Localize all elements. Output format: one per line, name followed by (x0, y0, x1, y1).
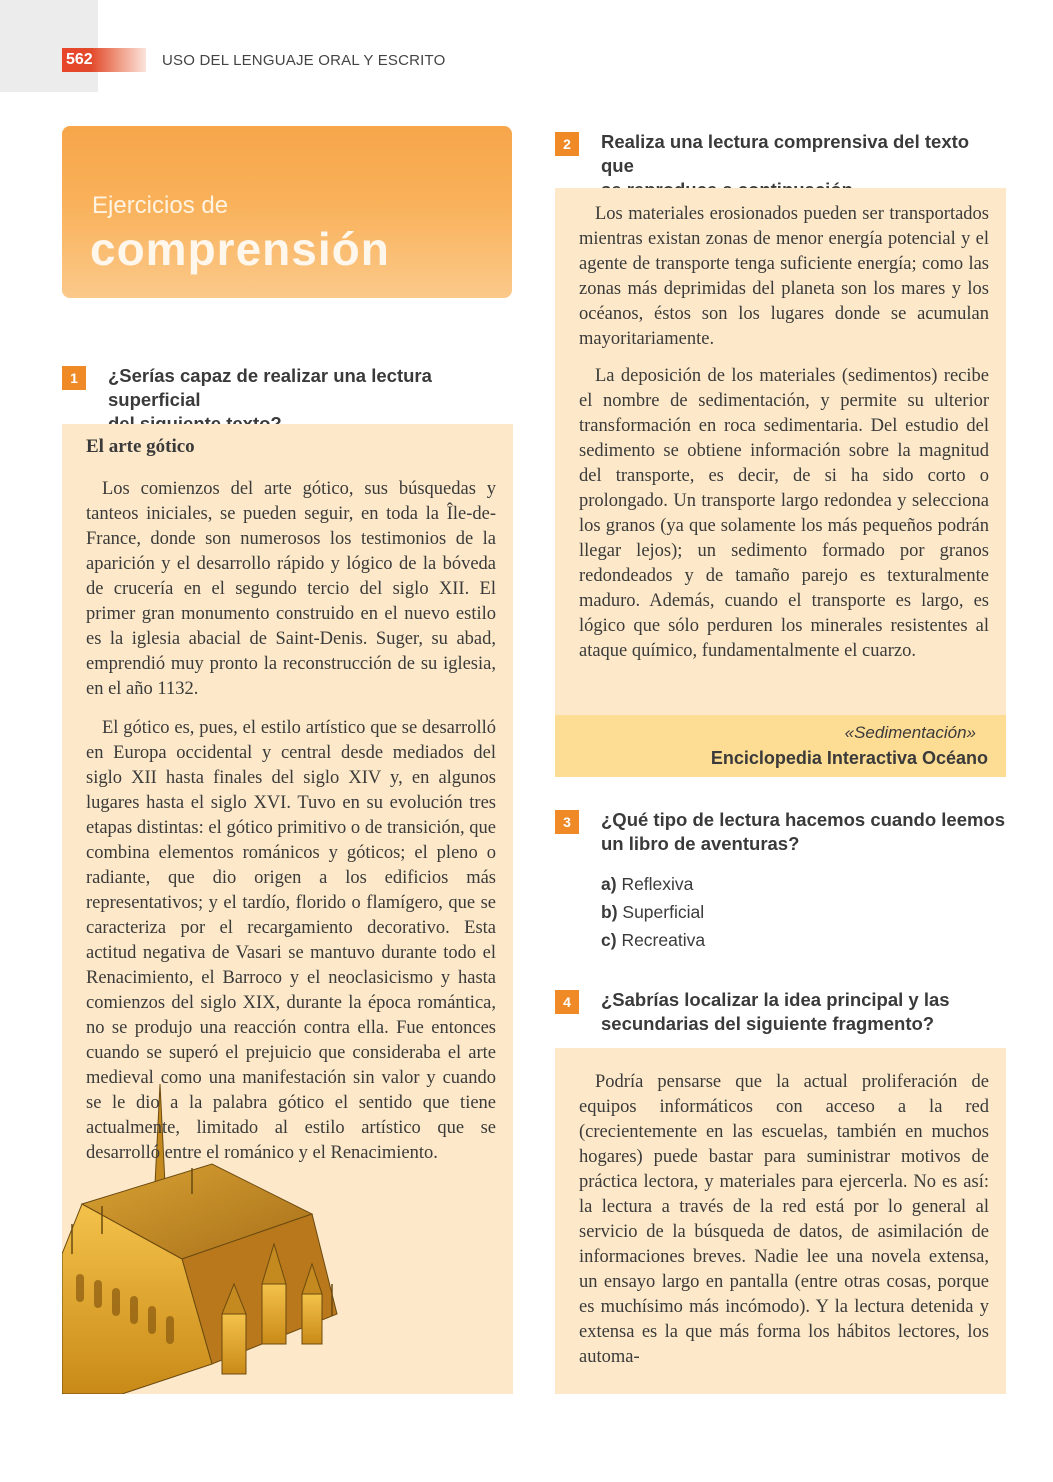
paragraph: La deposición de los materiales (sedimentos) recibe el nombre de sedimentación, y permite su ulterior transformación en roca sedimentaria. Del estudio del sedimento se obtiene información sobre la magnitud del transporte, es decir, de si ha sido corto o prolongado. Un transporte largo redondea y selecciona los granos (ya que solamente los más pequeños podrán llegar lejos); un sedimento formado por granos redondeados y de tamaño parejo es texturalmente maduro. Además, cuando el transporte es largo, es lógico que sólo perduren los minerales resistentes al ataque químico, fundamentalmente el cuarzo. (579, 366, 989, 661)
page-corner (0, 0, 98, 92)
text-title: El arte gótico (86, 436, 195, 457)
question-line: Realiza una lectura comprensiva del texto que (601, 131, 970, 176)
paragraph: Podría pensarse que la actual proliferación de equipos informáticos con acceso a la red (crecientemente en las escuelas, también en muchos hogares) puede bastar para suministrar motivos de práctica lectora, y materiales para ejercerla. No es así: la lectura a través de la red está por lo general al servicio de la búsqueda de datos, de asimilación de informaciones breves. Nadie lee una novela extensa, un ensayo largo en pantalla (entre otras cosas, porque es muchísimo más incómodo). Y la lectura detenida y extensa es la que más forma los hábitos lectores, los automa- (579, 1072, 989, 1367)
option-c: c) Recreativa (601, 930, 706, 950)
question-line: ¿Serías capaz de realizar una lectura superficial (108, 365, 432, 410)
gothic-text-column (86, 434, 496, 1394)
exercise-4-question (555, 988, 1006, 1040)
option-a: a) Reflexiva (601, 874, 694, 894)
paragraph: Los materiales erosionados pueden ser transportados mientras existan zonas de menor energía potencial y el agente de transporte tenga suficiente energía; como las zonas más deprimidas del planeta son los mares y los océanos, éstos son los lugares donde se acumulan mayoritariamente. (579, 204, 989, 349)
question-text (601, 808, 1005, 856)
exercise-number-badge: 1 (62, 366, 86, 390)
text-panel-reading (555, 1048, 1006, 1394)
source-name: Enciclopedia Interactiva Océano (710, 748, 988, 768)
exercise-1-question (62, 364, 512, 416)
exercise-2-question (555, 130, 1006, 182)
question-line: secundarias del siguiente fragmento? (601, 1013, 935, 1034)
text-panel-gothic-art (62, 424, 513, 1394)
section-title-line2: comprensión (90, 223, 390, 275)
question-line: ¿Qué tipo de lectura hacemos cuando leemos (601, 809, 1006, 830)
question-line: ¿Sabrías localizar la idea principal y las (601, 989, 950, 1010)
section-title-line1: Ejercicios de (92, 192, 229, 219)
question-text (601, 988, 950, 1036)
paragraph: El gótico es, pues, el estilo artístico que se desarrolló en Europa occidental y central desde mediados del siglo XII hasta finales del siglo XIV y, en algunos lugares hasta el siglo XVI. Tuvo en su evolución tres etapas distintas: el gótico primitivo o de transición, que combina elementos románicos y góticos; el pleno o radiante, que dio origen a los edificios más representativos; y el tardío, florido o flamígero, que se caracteriza por el recargamiento decorativo. Esta actitud negativa de Vasari se mantuvo durante todo el Renacimiento, el Barroco y el neoclasicismo y hasta comienzos del siglo XIX, durante la época romántica, no se produjo una reacción contra ella. Fue entonces cuando se superó el prejuicio que consideraba el arte medieval como una manifestación sin valor y cuando se le dio a la palabra gótico el sentido que tiene actualmente, limitado al estilo artístico que se desarrolló entre el románico y el Renacimiento. (86, 718, 496, 1163)
answer-options (601, 870, 705, 954)
source-citation (555, 715, 1006, 777)
paragraph-wrap (86, 716, 496, 1166)
page-number: 562 (62, 48, 146, 72)
source-title: «Sedimentación» (844, 723, 976, 742)
section-title-box (62, 126, 512, 298)
exercise-number-badge: 4 (555, 990, 579, 1014)
exercise-3-question (555, 808, 1006, 860)
exercise-number-badge: 2 (555, 132, 579, 156)
option-b: b) Superficial (601, 902, 705, 922)
running-head: USO DEL LENGUAJE ORAL Y ESCRITO (162, 52, 446, 69)
question-line: un libro de aventuras? (601, 833, 800, 854)
exercise-number-badge: 3 (555, 810, 579, 834)
paragraph: Los comienzos del arte gótico, sus búsquedas y tanteos iniciales, se pueden seguir, en toda la Île-de-France, donde son numerosos los testimonios de la aparición y el desarrollo rápido y lógico de la bóveda de crucería en el segundo tercio del siglo XII. El primer gran monumento construido en el nuevo estilo es la iglesia abacial de Saint-Denis. Suger, su abad, emprendió muy pronto la reconstrucción de su iglesia, en el año 1132. (86, 479, 496, 699)
text-panel-sedimentation (555, 188, 1006, 715)
